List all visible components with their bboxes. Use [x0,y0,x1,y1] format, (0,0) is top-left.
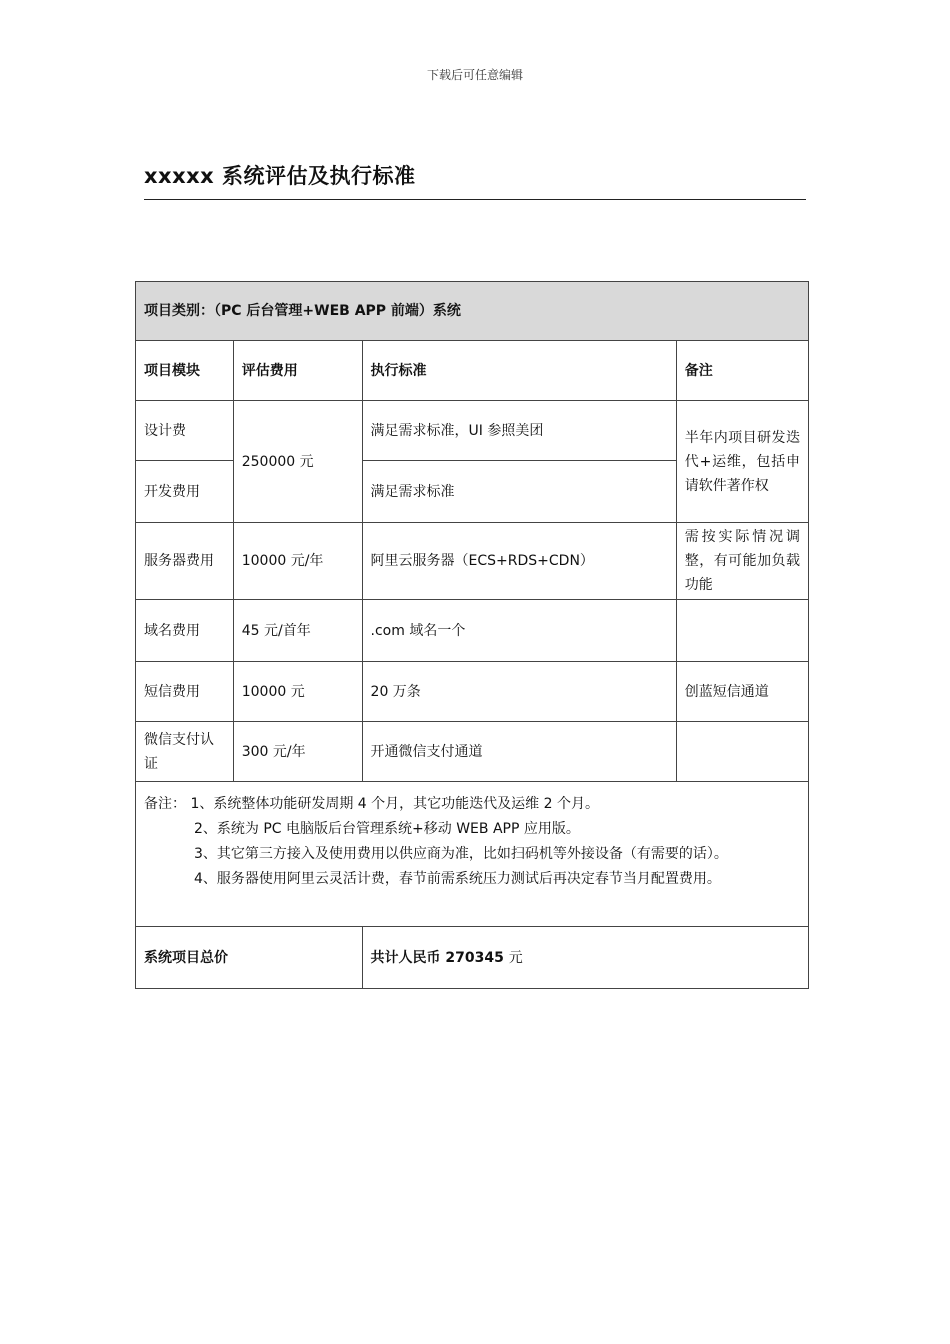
sms-standard: 20 万条 [362,662,676,722]
header-module: 项目模块 [136,341,234,401]
note-item-4: 4、服务器使用阿里云灵活计费，春节前需系统压力测试后再决定春节当月配置费用。 [194,871,721,887]
wechat-pay-cost: 300 元/年 [233,722,362,782]
server-cost: 10000 元/年 [233,523,362,600]
server-remark: 需按实际情况调整，有可能加负载功能 [676,523,808,600]
table-header-row [136,341,809,401]
dev-module: 开发费用 [136,461,234,523]
project-category: 项目类别：（PC 后台管理+WEB APP 前端）系统 [136,282,809,341]
sms-cost: 10000 元 [233,662,362,722]
table-row [136,523,809,600]
wechat-pay-remark [676,722,808,782]
wechat-pay-standard: 开通微信支付通道 [362,722,676,782]
header-cost: 评估费用 [233,341,362,401]
total-amount: 共计人民币 270345 [370,949,504,966]
server-module: 服务器费用 [136,523,234,600]
notes-block [136,782,809,927]
total-row [136,927,809,989]
note-line-1 [144,792,800,817]
project-category-row [136,282,809,341]
dev-standard: 满足需求标准 [362,461,676,523]
document-title: xxxxx 系统评估及执行标准 [144,164,416,188]
evaluation-table [135,281,809,989]
domain-cost: 45 元/首年 [233,600,362,662]
note-item-3: 3、其它第三方接入及使用费用以供应商为准，比如扫码机等外接设备（有需要的话）。 [194,846,728,862]
sms-remark: 创蓝短信通道 [676,662,808,722]
server-standard: 阿里云服务器（ECS+RDS+CDN） [362,523,676,600]
table-row [136,600,809,662]
domain-module: 域名费用 [136,600,234,662]
domain-remark [676,600,808,662]
sms-module: 短信费用 [136,662,234,722]
header-standard: 执行标准 [362,341,676,401]
design-dev-cost: 250000 元 [233,401,362,523]
design-module: 设计费 [136,401,234,461]
table-row [136,662,809,722]
total-label: 系统项目总价 [136,927,363,989]
table-row [136,401,809,461]
wechat-pay-module: 微信支付认证 [136,722,234,782]
header-remark: 备注 [676,341,808,401]
total-value [362,927,808,989]
total-unit: 元 [508,949,523,966]
notes-label: 备注： [144,796,186,812]
table-row [136,722,809,782]
header-note: 下载后可任意编辑 [426,68,523,82]
note-item-2: 2、系统为 PC 电脑版后台管理系统+移动 WEB APP 应用版。 [194,821,580,837]
notes-row [136,782,809,927]
domain-standard: .com 域名一个 [362,600,676,662]
note-item-1: 1、系统整体功能研发周期 4 个月，其它功能迭代及运维 2 个月。 [190,796,599,812]
design-dev-remark: 半年内项目研发迭代+运维，包括申请软件著作权 [676,401,808,523]
title-divider [144,199,806,200]
design-standard: 满足需求标准，UI 参照美团 [362,401,676,461]
